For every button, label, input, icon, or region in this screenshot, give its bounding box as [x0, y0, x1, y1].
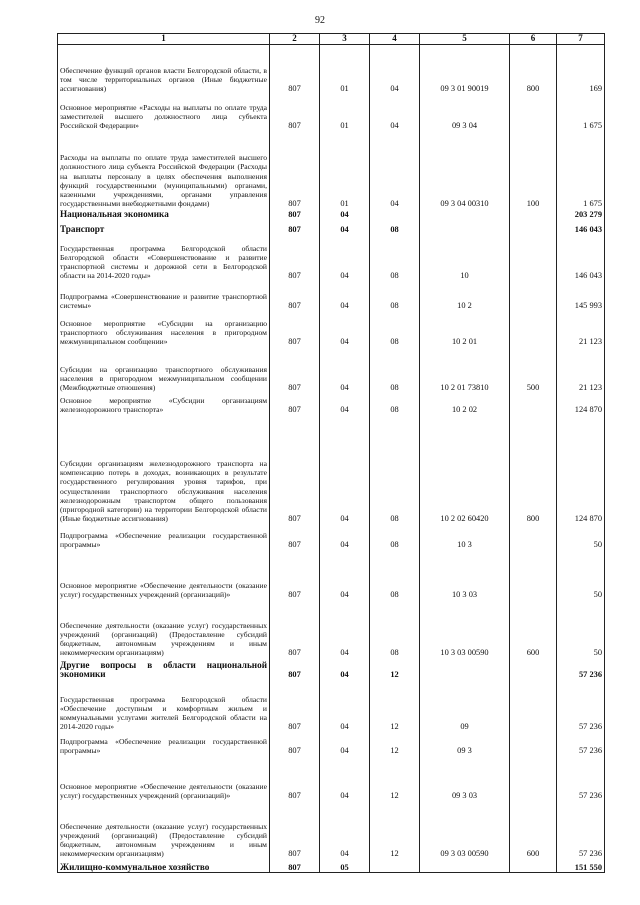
- expense-type-cell: [510, 524, 557, 550]
- table-row: [58, 45, 605, 94]
- table-row: [58, 801, 605, 859]
- ministry-code-cell: 807: [270, 209, 320, 220]
- item-name-cell: Основное мероприятие «Субсидии организациям железнодорожного транспорта»: [58, 393, 270, 415]
- section-code-cell: 04: [320, 209, 370, 220]
- table-row: [58, 524, 605, 550]
- ministry-code-cell: 807: [270, 45, 320, 94]
- ministry-code-cell: 807: [270, 220, 320, 235]
- expense-type-cell: [510, 94, 557, 131]
- table-row: [58, 94, 605, 131]
- subsection-code-cell: 08: [370, 600, 420, 658]
- subsection-code-cell: 08: [370, 393, 420, 415]
- amount-cell: 1 675: [557, 94, 605, 131]
- subsection-code-cell: 08: [370, 235, 420, 281]
- ministry-code-cell: 807: [270, 680, 320, 732]
- section-code-cell: 04: [320, 550, 370, 600]
- subsection-code-cell: 12: [370, 732, 420, 756]
- ministry-code-cell: 807: [270, 732, 320, 756]
- expense-type-cell: 500: [510, 347, 557, 393]
- amount-cell: 50: [557, 600, 605, 658]
- table-row: [58, 550, 605, 600]
- subsection-code-cell: 08: [370, 550, 420, 600]
- target-article-cell: 10 2: [420, 281, 510, 311]
- item-name-cell: Расходы на выплаты по оплате труда заместителей высшего должностного лица субъекта Российской Федерации (Расходы на выплаты персоналу в целях обеспечения выполнения функций государственными (муниципальными) органами, казенными учреждениями, органами управления государственными внебюджетными фондами): [58, 131, 270, 209]
- target-article-cell: 09 3 01 90019: [420, 45, 510, 94]
- column-header: 7: [557, 34, 605, 45]
- section-code-cell: 01: [320, 94, 370, 131]
- column-header: 3: [320, 34, 370, 45]
- section-code-cell: 04: [320, 281, 370, 311]
- expense-type-cell: [510, 235, 557, 281]
- table-row: [58, 209, 605, 220]
- item-name-cell: Основное мероприятие «Субсидии на организацию транспортного обслуживания населения в пригородном межмуниципальном сообщении»: [58, 311, 270, 347]
- item-name-cell: Субсидии организациям железнодорожного транспорта на компенсацию потерь в доходах, возникающих в результате государственного регулирования уровня тарифов, при осуществлении транспортного обслуживания населения железнодорожным транспортом общего пользования (пригородной категории) на территории Белгородской области (Иные бюджетные ассигнования): [58, 415, 270, 524]
- section-code-cell: 04: [320, 235, 370, 281]
- column-header: 5: [420, 34, 510, 45]
- ministry-code-cell: 807: [270, 94, 320, 131]
- expense-type-cell: 600: [510, 600, 557, 658]
- item-name-cell: Жилищно-коммунальное хозяйство: [58, 859, 270, 873]
- amount-cell: 169: [557, 45, 605, 94]
- target-article-cell: 09 3 03 00590: [420, 801, 510, 859]
- target-article-cell: 10 3 03: [420, 550, 510, 600]
- subsection-code-cell: 08: [370, 220, 420, 235]
- ministry-code-cell: 807: [270, 347, 320, 393]
- table-row: [58, 131, 605, 209]
- ministry-code-cell: 807: [270, 550, 320, 600]
- item-name-cell: Национальная экономика: [58, 209, 270, 220]
- amount-cell: 57 236: [557, 658, 605, 680]
- table-row: [58, 680, 605, 732]
- ministry-code-cell: 807: [270, 801, 320, 859]
- section-code-cell: 04: [320, 658, 370, 680]
- budget-table: [57, 33, 605, 873]
- item-name-cell: Основное мероприятие «Обеспечение деятельности (оказание услуг) государственных учреждений (организаций)»: [58, 550, 270, 600]
- section-code-cell: 04: [320, 415, 370, 524]
- ministry-code-cell: 807: [270, 281, 320, 311]
- table-row: [58, 415, 605, 524]
- section-code-cell: 04: [320, 524, 370, 550]
- table-row: [58, 600, 605, 658]
- table-row: [58, 658, 605, 680]
- section-code-cell: 04: [320, 801, 370, 859]
- expense-type-cell: [510, 756, 557, 801]
- ministry-code-cell: 807: [270, 600, 320, 658]
- item-name-cell: Другие вопросы в области национальной экономики: [58, 658, 270, 680]
- item-name-cell: Обеспечение деятельности (оказание услуг) государственных учреждений (организаций) (Предоставление субсидий бюджетным, автономным учреждениям и иным некоммерческим организациям): [58, 801, 270, 859]
- expense-type-cell: [510, 680, 557, 732]
- subsection-code-cell: 04: [370, 131, 420, 209]
- expense-type-cell: 800: [510, 415, 557, 524]
- table-row: [58, 859, 605, 873]
- subsection-code-cell: [370, 209, 420, 220]
- item-name-cell: Подпрограмма «Обеспечение реализации государственной программы»: [58, 732, 270, 756]
- expense-type-cell: [510, 281, 557, 311]
- subsection-code-cell: 08: [370, 347, 420, 393]
- item-name-cell: Субсидии на организацию транспортного обслуживания населения в пригородном межмуниципальном сообщении (Межбюджетные отношения): [58, 347, 270, 393]
- item-name-cell: Основное мероприятие «Расходы на выплаты по оплате труда заместителей высшего должностного лица субъекта Российской Федерации»: [58, 94, 270, 131]
- section-code-cell: 05: [320, 859, 370, 873]
- table-row: [58, 281, 605, 311]
- subsection-code-cell: 08: [370, 415, 420, 524]
- target-article-cell: 09 3 03: [420, 756, 510, 801]
- item-name-cell: Подпрограмма «Совершенствование и развитие транспортной системы»: [58, 281, 270, 311]
- ministry-code-cell: 807: [270, 658, 320, 680]
- amount-cell: 145 993: [557, 281, 605, 311]
- target-article-cell: 10 2 02 60420: [420, 415, 510, 524]
- target-article-cell: [420, 658, 510, 680]
- target-article-cell: 10: [420, 235, 510, 281]
- target-article-cell: 09: [420, 680, 510, 732]
- subsection-code-cell: 12: [370, 801, 420, 859]
- target-article-cell: 10 2 02: [420, 393, 510, 415]
- section-code-cell: 04: [320, 732, 370, 756]
- ministry-code-cell: 807: [270, 235, 320, 281]
- section-code-cell: 04: [320, 220, 370, 235]
- page-number: 92: [315, 15, 325, 26]
- item-name-cell: Государственная программа Белгородской области Белгородской области «Совершенствование и развитие транспортной системы и дорожной сети в Белгородской области на 2014-2020 годы»: [58, 235, 270, 281]
- item-name-cell: Основное мероприятие «Обеспечение деятельности (оказание услуг) государственных учреждений (организаций)»: [58, 756, 270, 801]
- subsection-code-cell: [370, 859, 420, 873]
- column-header: 6: [510, 34, 557, 45]
- column-header: 2: [270, 34, 320, 45]
- column-header: 4: [370, 34, 420, 45]
- amount-cell: 124 870: [557, 393, 605, 415]
- ministry-code-cell: 807: [270, 756, 320, 801]
- expense-type-cell: 600: [510, 801, 557, 859]
- amount-cell: 1 675: [557, 131, 605, 209]
- table-row: [58, 393, 605, 415]
- target-article-cell: 09 3: [420, 732, 510, 756]
- section-code-cell: 04: [320, 311, 370, 347]
- ministry-code-cell: 807: [270, 131, 320, 209]
- ministry-code-cell: 807: [270, 859, 320, 873]
- expense-type-cell: [510, 732, 557, 756]
- item-name-cell: Транспорт: [58, 220, 270, 235]
- amount-cell: 57 236: [557, 756, 605, 801]
- subsection-code-cell: 12: [370, 680, 420, 732]
- section-code-cell: 04: [320, 347, 370, 393]
- amount-cell: 50: [557, 550, 605, 600]
- amount-cell: 151 550: [557, 859, 605, 873]
- ministry-code-cell: 807: [270, 524, 320, 550]
- table-row: [58, 347, 605, 393]
- ministry-code-cell: 807: [270, 311, 320, 347]
- amount-cell: 21 123: [557, 347, 605, 393]
- amount-cell: 57 236: [557, 680, 605, 732]
- target-article-cell: 09 3 04 00310: [420, 131, 510, 209]
- item-name-cell: Обеспечение деятельности (оказание услуг) государственных учреждений (организаций) (Предоставление субсидий бюджетным, автономным учреждениям и иным некоммерческим организациям): [58, 600, 270, 658]
- subsection-code-cell: 08: [370, 311, 420, 347]
- target-article-cell: [420, 220, 510, 235]
- ministry-code-cell: 807: [270, 393, 320, 415]
- expense-type-cell: [510, 859, 557, 873]
- section-code-cell: 01: [320, 131, 370, 209]
- amount-cell: 146 043: [557, 235, 605, 281]
- expense-type-cell: [510, 658, 557, 680]
- amount-cell: 50: [557, 524, 605, 550]
- expense-type-cell: [510, 311, 557, 347]
- target-article-cell: [420, 859, 510, 873]
- target-article-cell: 10 3 03 00590: [420, 600, 510, 658]
- table-row: [58, 311, 605, 347]
- item-name-cell: Подпрограмма «Обеспечение реализации государственной программы»: [58, 524, 270, 550]
- subsection-code-cell: 08: [370, 281, 420, 311]
- subsection-code-cell: 08: [370, 524, 420, 550]
- target-article-cell: 10 2 01: [420, 311, 510, 347]
- table-header-row: [58, 34, 605, 45]
- table-row: [58, 235, 605, 281]
- amount-cell: 146 043: [557, 220, 605, 235]
- column-header: 1: [58, 34, 270, 45]
- subsection-code-cell: 12: [370, 756, 420, 801]
- table-body: [58, 45, 605, 873]
- table-row: [58, 756, 605, 801]
- expense-type-cell: [510, 550, 557, 600]
- target-article-cell: 09 3 04: [420, 94, 510, 131]
- section-code-cell: 01: [320, 45, 370, 94]
- amount-cell: 124 870: [557, 415, 605, 524]
- target-article-cell: [420, 209, 510, 220]
- ministry-code-cell: 807: [270, 415, 320, 524]
- expense-type-cell: [510, 220, 557, 235]
- subsection-code-cell: 04: [370, 45, 420, 94]
- expense-type-cell: [510, 393, 557, 415]
- item-name-cell: Обеспечение функций органов власти Белгородской области, в том числе территориальных органов (Иные бюджетные ассигнования): [58, 45, 270, 94]
- amount-cell: 57 236: [557, 732, 605, 756]
- table-row: [58, 220, 605, 235]
- amount-cell: 21 123: [557, 311, 605, 347]
- subsection-code-cell: 04: [370, 94, 420, 131]
- amount-cell: 57 236: [557, 801, 605, 859]
- subsection-code-cell: 12: [370, 658, 420, 680]
- amount-cell: 203 279: [557, 209, 605, 220]
- item-name-cell: Государственная программа Белгородской области «Обеспечение доступным и комфортным жильем и коммунальными услугами жителей Белгородской области на 2014-2020 годы»: [58, 680, 270, 732]
- section-code-cell: 04: [320, 600, 370, 658]
- target-article-cell: 10 2 01 73810: [420, 347, 510, 393]
- target-article-cell: 10 3: [420, 524, 510, 550]
- expense-type-cell: [510, 209, 557, 220]
- table-row: [58, 732, 605, 756]
- section-code-cell: 04: [320, 756, 370, 801]
- expense-type-cell: 800: [510, 45, 557, 94]
- section-code-cell: 04: [320, 680, 370, 732]
- section-code-cell: 04: [320, 393, 370, 415]
- expense-type-cell: 100: [510, 131, 557, 209]
